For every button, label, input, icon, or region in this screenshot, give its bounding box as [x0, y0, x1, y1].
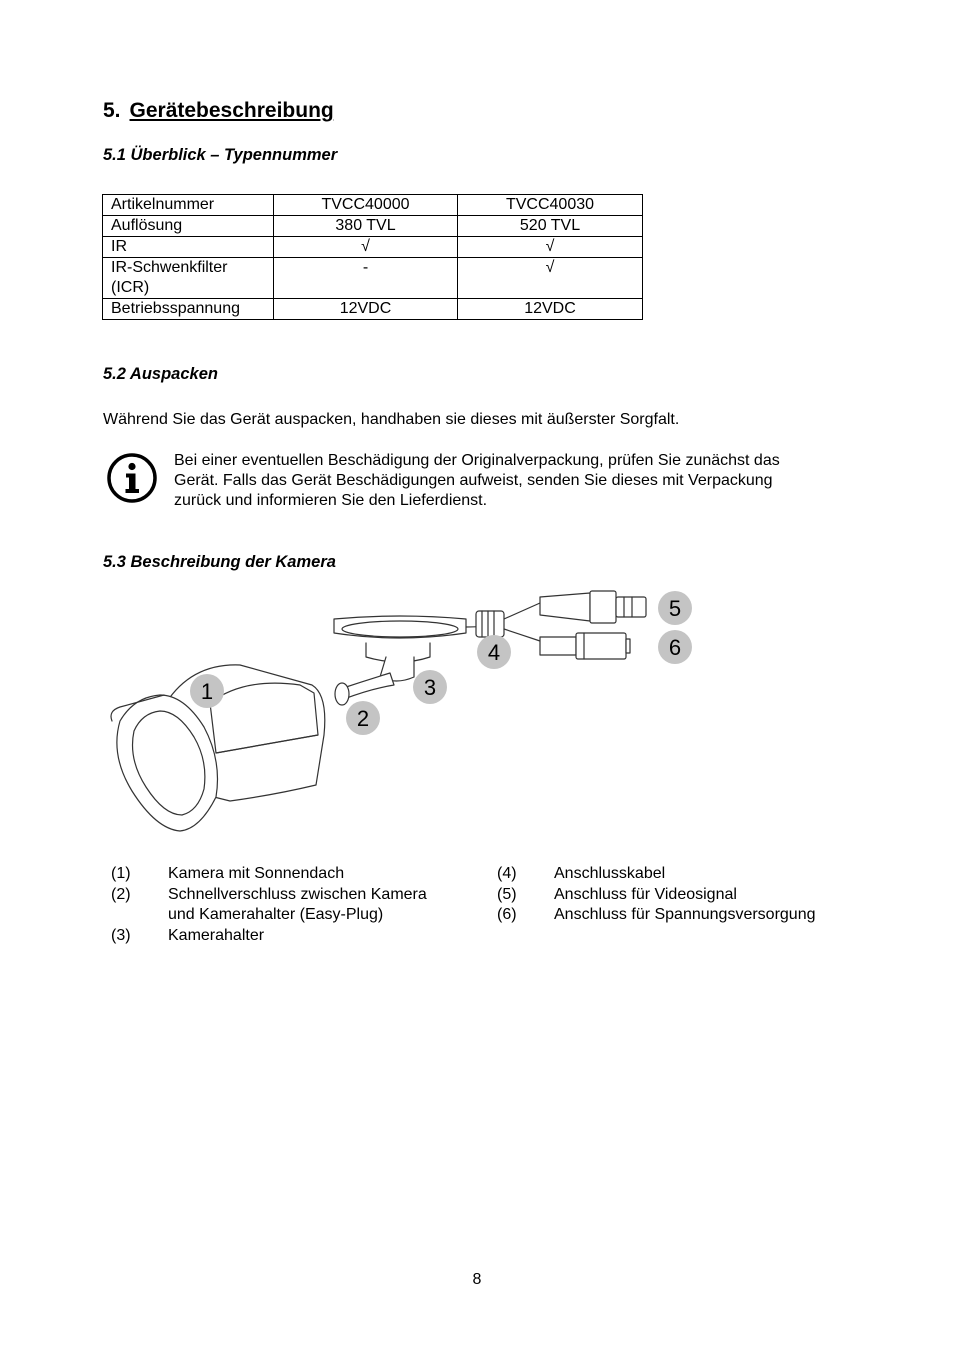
table-row: [103, 216, 643, 237]
info-line: Gerät. Falls das Gerät Beschädigungen aufweist, senden Sie dieses mit Verpackung: [174, 472, 773, 489]
table-row: [103, 237, 643, 258]
power-connector: [540, 637, 576, 655]
table-cell: IR: [103, 237, 274, 258]
legend-number: (1): [111, 865, 131, 882]
table-cell: Betriebsspannung: [103, 299, 274, 320]
table-cell: TVCC40000: [274, 195, 458, 216]
page-number: 8: [472, 1271, 482, 1288]
legend-text: und Kamerahalter (Easy-Plug): [168, 906, 384, 923]
table-cell: √: [274, 237, 458, 258]
mount-base: [334, 616, 466, 638]
legend-number: (3): [111, 926, 131, 944]
info-line: zurück und informieren Sie den Lieferdienst.: [174, 492, 488, 509]
legend-text: Kamera mit Sonnendach: [168, 865, 345, 882]
table-cell: 520 TVL: [458, 216, 643, 237]
table-cell: √: [458, 258, 643, 299]
table-cell: TVCC40030: [458, 195, 643, 216]
legend-number: (6): [497, 906, 517, 923]
legend-text: Kamerahalter: [168, 926, 265, 944]
info-icon: [106, 452, 158, 504]
callout-label-3: 3: [423, 675, 437, 700]
callout-label-2: 2: [356, 706, 370, 731]
table-row: [103, 195, 643, 216]
callout-label-5: 5: [668, 596, 682, 621]
legend-number: (2): [111, 885, 131, 903]
table-cell: IR-Schwenkfilter (ICR): [103, 258, 274, 299]
info-line: Bei einer eventuellen Beschädigung der Originalverpackung, prüfen Sie zunächst das: [174, 452, 780, 469]
table-row: [103, 258, 643, 299]
type-number-table: [102, 194, 643, 320]
callout-label-1: 1: [200, 679, 214, 704]
chapter-number: 5.: [103, 99, 121, 122]
legend-number: (5): [497, 885, 517, 903]
table-cell: Artikelnummer: [103, 195, 274, 216]
camera-figure: [104, 585, 704, 840]
section-title-unpacking: 5.2 Auspacken: [103, 365, 218, 383]
legend-text: Anschlusskabel: [554, 865, 666, 882]
table-cell: 380 TVL: [274, 216, 458, 237]
unpacking-paragraph: Während Sie das Gerät auspacken, handhaben sie dieses mit äußerster Sorgfalt.: [103, 411, 680, 428]
table-cell: √: [458, 237, 643, 258]
table-row: [103, 299, 643, 320]
legend-text: Anschluss für Spannungsversorgung: [554, 906, 816, 923]
table-cell: -: [274, 258, 458, 299]
chapter-heading: [103, 99, 334, 123]
section-title-camera: 5.3 Beschreibung der Kamera: [103, 553, 336, 571]
legend-left: [111, 864, 491, 954]
legend-text: Schnellverschluss zwischen Kamera: [168, 885, 427, 903]
table-cell: 12VDC: [274, 299, 458, 320]
legend-right: [497, 864, 857, 934]
section-title-overview: 5.1 Überblick – Typennummer: [103, 146, 338, 164]
table-cell: Auflösung: [103, 216, 274, 237]
callout-label-6: 6: [668, 635, 682, 660]
info-note: [174, 451, 854, 511]
chapter-title: Gerätebeschreibung: [129, 99, 334, 122]
table-cell: 12VDC: [458, 299, 643, 320]
bnc-connector: [540, 593, 590, 621]
legend-number: (4): [497, 865, 517, 882]
callout-label-4: 4: [487, 640, 501, 665]
legend-text: Anschluss für Videosignal: [554, 885, 737, 903]
